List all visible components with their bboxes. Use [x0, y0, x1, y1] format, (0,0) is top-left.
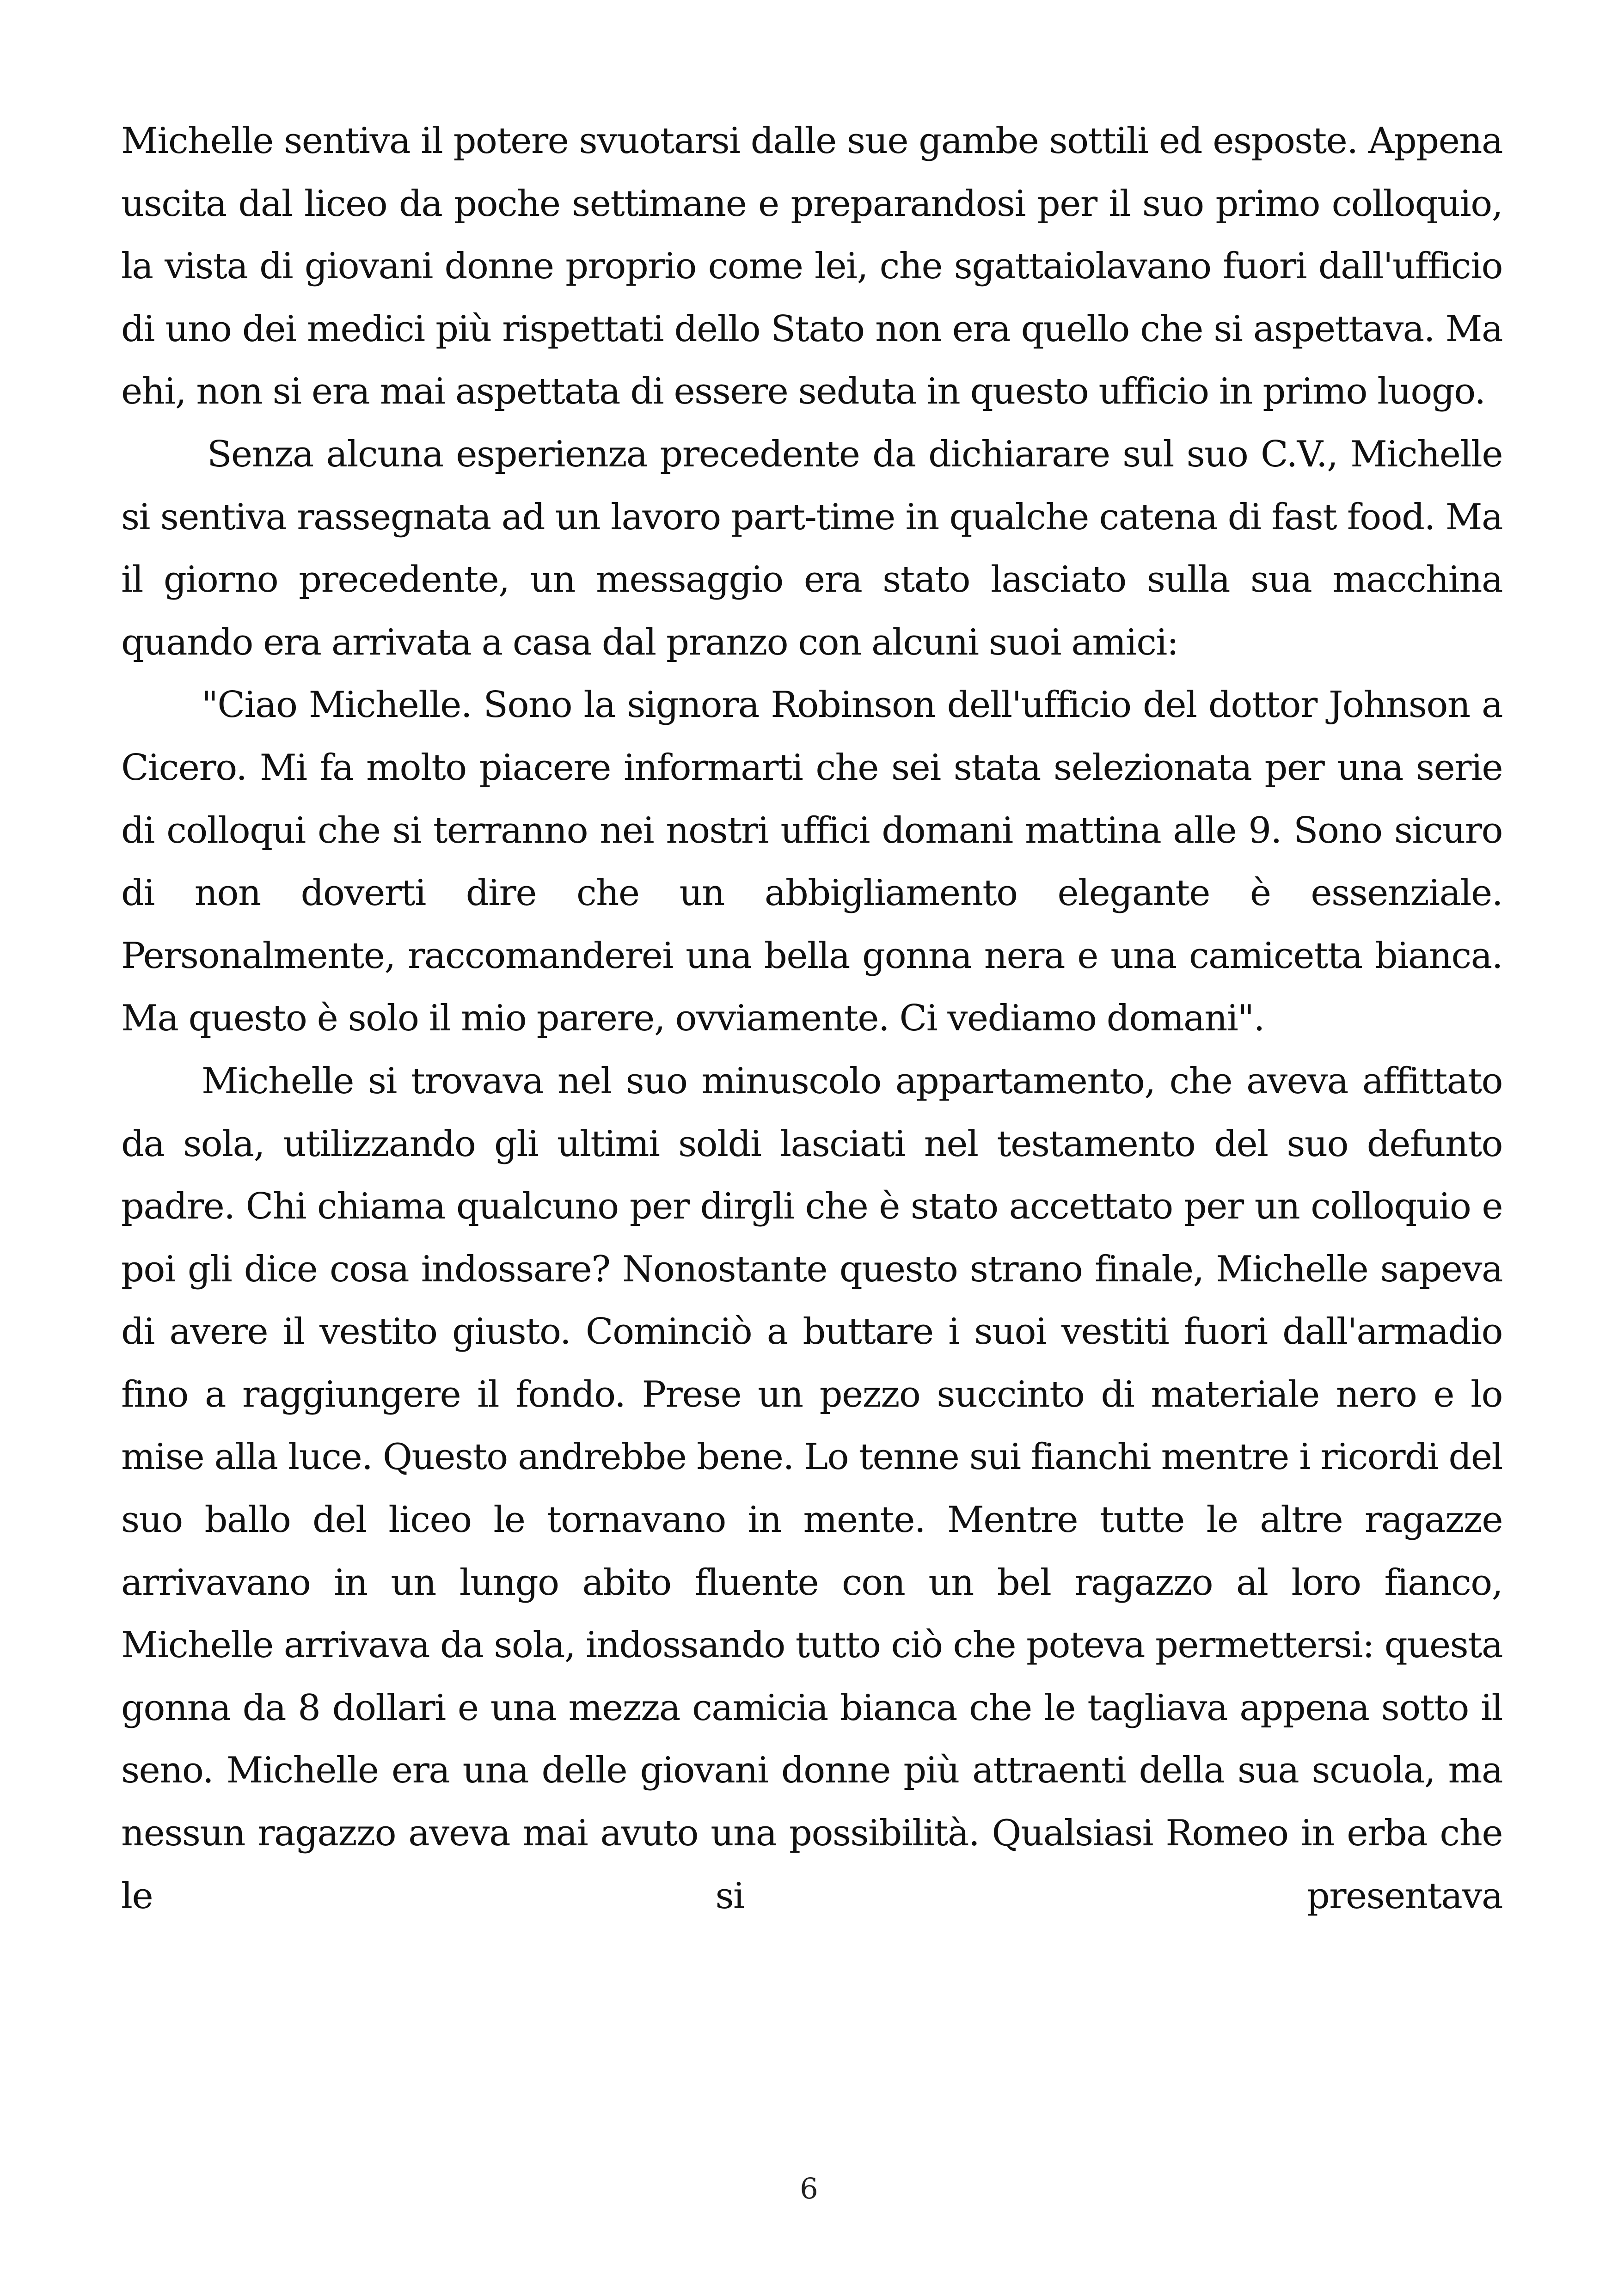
paragraph: Senza alcuna esperienza precedente da dichiarare sul suo C.V., Michelle si sentiva rassegnata ad un lavoro part-time in qualche catena di fast food. Ma il giorno precedente, un messaggio era stato lasciato sulla sua macchina quando era arrivata a casa dal pranzo con alcuni suoi amici:	[121, 433, 1502, 663]
page-number: 6	[800, 2172, 818, 2205]
paragraph: Michelle sentiva il potere svuotarsi dalle sue gambe sottili ed esposte. Appena uscita dal liceo da poche settimane e preparandosi per il suo primo colloquio, la vista di giovani donne proprio come lei, che sgattaiolavano fuori dall'ufficio di uno dei medici più rispettati dello Stato non era quello che si aspettava. Ma ehi, non si era mai aspettata di essere seduta in questo ufficio in primo luogo.	[121, 120, 1502, 413]
body-text	[121, 110, 1502, 1928]
paragraph: Michelle si trovava nel suo minuscolo appartamento, che aveva affittato da sola, utilizzando gli ultimi soldi lasciati nel testamento del suo defunto padre. Chi chiama qualcuno per dirgli che è stato accettato per un colloquio e poi gli dice cosa indossare? Nonostante questo strano finale, Michelle sapeva di avere il vestito giusto. Cominciò a buttare i suoi vestiti fuori dall'armadio fino a raggiungere il fondo. Prese un pezzo succinto di materiale nero e lo mise alla luce. Questo andrebbe bene. Lo tenne sui fianchi mentre i ricordi del suo ballo del liceo le tornavano in mente. Mentre tutte le altre ragazze arrivavano in un lungo abito fluente con un bel ragazzo al loro fianco, Michelle arrivava da sola, indossando tutto ciò che poteva permettersi: questa gonna da 8 dollari e una mezza camicia bianca che le tagliava appena sotto il seno. Michelle era una delle giovani donne più attraenti della sua scuola, ma nessun ragazzo aveva mai avuto una possibilità. Qualsiasi Romeo in erba che le si presentava	[121, 1060, 1502, 1917]
paragraph: "Ciao Michelle. Sono la signora Robinson dell'ufficio del dottor Johnson a Cicero. Mi fa molto piacere informarti che sei stata selezionata per una serie di colloqui che si terranno nei nostri uffici domani mattina alle 9. Sono sicuro di non doverti dire che un abbigliamento elegante è essenziale. Personalmente, raccomanderei una bella gonna nera e una camicetta bianca. Ma questo è solo il mio parere, ovviamente. Ci vediamo domani".	[121, 684, 1502, 1040]
